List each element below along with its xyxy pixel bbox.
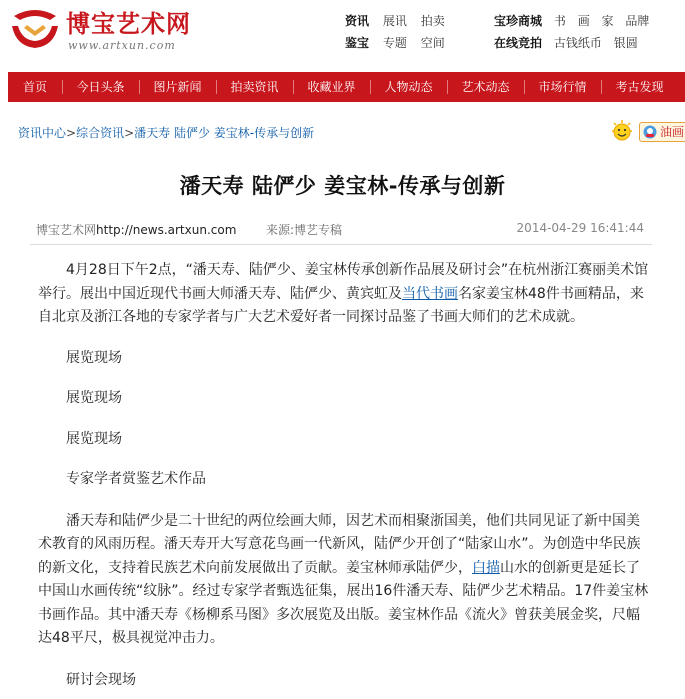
quick-links-secondary bbox=[494, 10, 657, 54]
breadcrumb-sep: > bbox=[66, 126, 77, 140]
paragraph-intro-tail: 名家姜宝林48件书画精品，来自北京及浙江各地的专家学者与广大艺术爱好者一同探讨品鉴了书画大师们的艺术成就。 bbox=[38, 285, 644, 325]
caption-exhibition-3: 展览现场 bbox=[66, 430, 122, 447]
chat-avatar-icon bbox=[643, 125, 657, 139]
paragraph-masters-tail: 山水的创新更是延长了中国山水画传统“纹脉”。经过专家学者甄选征集，展出16件潘天寿、陆俨少艺术精品。17件姜宝林书画作品。其中潘天寿《杨柳系马图》多次展览及出版。姜宝林作品《流火》曾获美展金奖，尺幅达48平尺，极具视觉冲击力。 bbox=[38, 559, 649, 646]
article-meta bbox=[36, 221, 648, 241]
quick-link-mall[interactable]: 宝珍商城 bbox=[494, 14, 543, 28]
quick-link-topics[interactable]: 专题 bbox=[382, 36, 407, 50]
quick-link-coins[interactable]: 古钱纸币 bbox=[553, 36, 602, 50]
smiley-icon[interactable] bbox=[610, 120, 634, 142]
article-source bbox=[36, 221, 236, 238]
caption-exhibition-1: 展览现场 bbox=[66, 349, 122, 366]
article-from: 来源:博艺专稿 bbox=[266, 223, 343, 237]
nav-market[interactable]: 市场行情 bbox=[524, 72, 601, 102]
logo-icon bbox=[10, 6, 60, 50]
site-logo[interactable] bbox=[10, 6, 220, 54]
quick-link-brand[interactable]: 品牌 bbox=[625, 14, 650, 28]
logo-url: www.artxun.com bbox=[68, 39, 176, 52]
quick-link-online-bidding[interactable]: 在线竞拍 bbox=[494, 36, 543, 50]
logo-title: 博宝艺术网 bbox=[66, 10, 191, 38]
nav-headlines[interactable]: 今日头条 bbox=[62, 72, 139, 102]
quick-link-exhibitions[interactable]: 展讯 bbox=[382, 14, 407, 28]
quick-link-hua[interactable]: 画 bbox=[577, 14, 590, 28]
paragraph-masters bbox=[38, 510, 650, 651]
quick-link-news[interactable]: 资讯 bbox=[345, 14, 370, 28]
caption-symposium: 研讨会现场 bbox=[66, 671, 136, 688]
meta-divider bbox=[30, 244, 652, 245]
article-body bbox=[38, 259, 650, 692]
quick-link-appraisal[interactable]: 鉴宝 bbox=[345, 36, 370, 50]
quick-link-auction[interactable]: 拍卖 bbox=[420, 14, 445, 28]
paragraph-masters-text: 潘天寿和陆俨少是二十世纪的两位绘画大师，因艺术而相聚浙国美，他们共同见证了新中国美术教育的风雨历程。潘天寿开大写意花鸟画一代新风，陆俨少开创了“陆家山水”。为创造中华民族的新文化，支持着民族艺术向前发展做出了贡献。姜宝林师承陆俨少， bbox=[38, 512, 641, 576]
source-url[interactable]: http://news.artxun.com bbox=[96, 223, 237, 237]
breadcrumb-news-center[interactable]: 资讯中心 bbox=[18, 126, 67, 140]
nav-archaeology[interactable]: 考古发现 bbox=[601, 72, 678, 102]
quick-links-primary bbox=[345, 10, 455, 54]
nav-art-news[interactable]: 艺术动态 bbox=[447, 72, 524, 102]
paragraph-intro-text: 4月28日下午2点，“潘天寿、陆俨少、姜宝林传承创新作品展及研讨会”在杭州浙江赛丽美术馆举行。展出中国近现代书画大师潘天寿、陆俨少、黄宾虹及 bbox=[38, 262, 649, 302]
article-title: 潘天寿 陆俨少 姜宝林-传承与创新 bbox=[179, 174, 506, 198]
caption-exhibition-2: 展览现场 bbox=[66, 390, 122, 406]
breadcrumb-current[interactable]: 潘天寿 陆俨少 姜宝林-传承与创新 bbox=[134, 126, 315, 140]
site-header bbox=[0, 0, 685, 68]
nav-collection[interactable]: 收藏业界 bbox=[293, 72, 370, 102]
nav-people[interactable]: 人物动态 bbox=[370, 72, 447, 102]
breadcrumb-general-news[interactable]: 综合资讯 bbox=[76, 126, 125, 140]
breadcrumb-sep: > bbox=[124, 126, 135, 140]
caption-experts: 专家学者赏鉴艺术作品 bbox=[66, 471, 206, 487]
paragraph-intro bbox=[38, 259, 650, 330]
breadcrumb bbox=[18, 124, 314, 141]
quick-link-jia[interactable]: 家 bbox=[601, 14, 614, 28]
badge-label: 油画 bbox=[660, 125, 685, 139]
link-contemporary-painting[interactable]: 当代书画 bbox=[402, 285, 458, 302]
oil-painting-badge[interactable] bbox=[639, 122, 685, 142]
nav-photo-news[interactable]: 图片新闻 bbox=[139, 72, 216, 102]
quick-link-silver[interactable]: 银圆 bbox=[613, 36, 638, 50]
nav-home[interactable]: 首页 bbox=[22, 80, 47, 94]
nav-auction-news[interactable]: 拍卖资讯 bbox=[216, 72, 293, 102]
link-baimiao[interactable]: 白描 bbox=[472, 559, 500, 576]
quick-link-shu[interactable]: 书 bbox=[553, 14, 566, 28]
main-nav bbox=[8, 72, 685, 102]
source-name: 博宝艺术网 bbox=[36, 223, 97, 237]
quick-link-space[interactable]: 空间 bbox=[420, 36, 445, 50]
article-date: 2014-04-29 16:41:44 bbox=[516, 221, 644, 235]
